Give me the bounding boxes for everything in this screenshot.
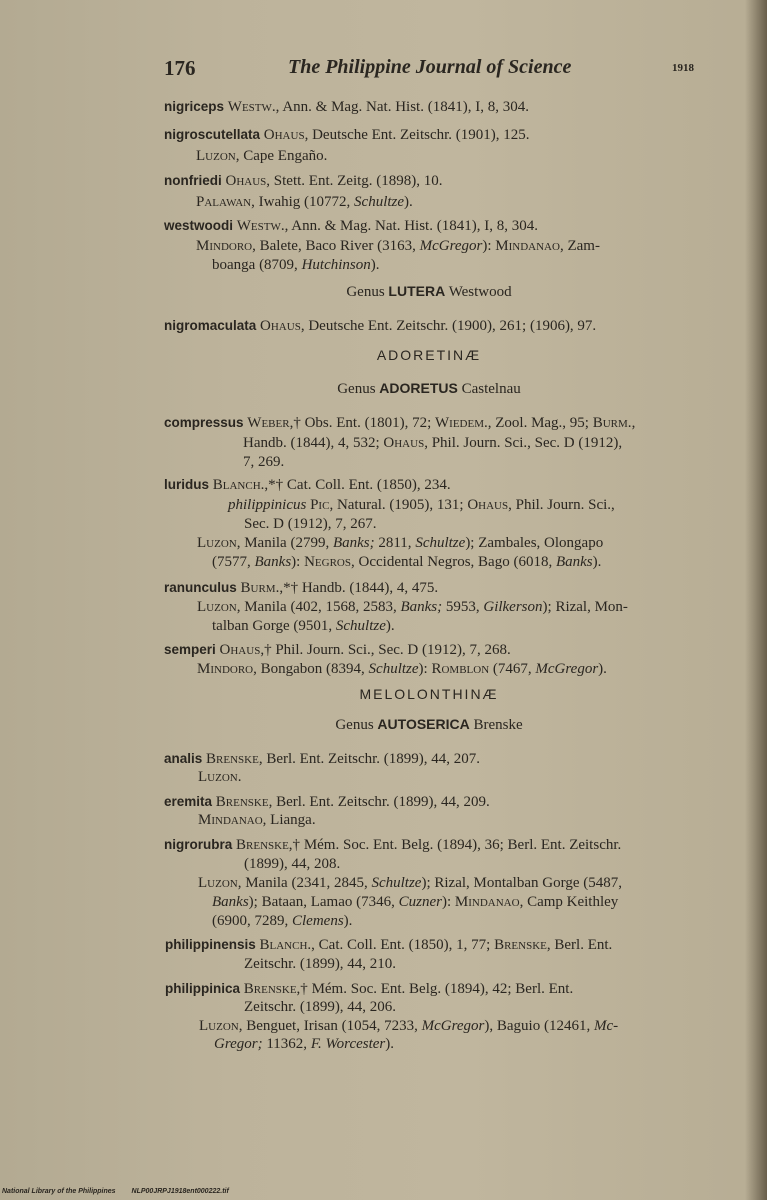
entry-nigriceps [164, 98, 529, 116]
collector-name: F. Worcester [310, 1036, 386, 1052]
species-name: nigroscutellata [164, 127, 261, 142]
author-name: Pic [310, 497, 330, 513]
synonym-line [228, 496, 615, 514]
genus-name: ADORETUS [379, 380, 458, 396]
locality-text: , Occidental Negros, Bago (6018, [351, 554, 556, 570]
locality-text: ); Bataan, Lamao (7346, [248, 894, 399, 910]
author-name: Blanch.,*† [212, 477, 284, 493]
species-name: analis [164, 751, 203, 766]
collector-name: McGregor [419, 238, 483, 254]
locality-line [198, 768, 241, 786]
scan-footer [2, 1188, 243, 1195]
species-name: philippinica [165, 981, 241, 996]
file-code: NLP00JRPJ1918ent000222.tif [131, 1188, 229, 1195]
reference: Obs. Ent. (1801), 72; [300, 415, 435, 431]
page-number: 176 [164, 56, 196, 80]
synonym-name: philippinicus [228, 497, 307, 513]
author-name: Burm.,*† [240, 580, 299, 596]
species-name: luridus [164, 477, 210, 492]
author-name: Ohaus [383, 435, 425, 451]
region-name: Luzon [198, 769, 238, 785]
locality-text: , Camp Keithley [519, 894, 619, 910]
reference: Mém. Soc. Ent. Belg. (1894), 42; Berl. Ent. [307, 981, 574, 997]
reference-continuation [244, 515, 376, 533]
genus-name: AUTOSERICA [377, 716, 470, 732]
reference: , Cat. Coll. Ent. (1850), 1, 77; [311, 937, 495, 953]
genus-label: Genus [335, 717, 374, 733]
locality-text: ): [482, 238, 496, 254]
locality-line [199, 1017, 618, 1035]
year: 1918 [672, 62, 694, 74]
species-name: philippinensis [165, 937, 256, 952]
author-name: Ohaus [467, 497, 509, 513]
species-name: eremita [164, 794, 213, 809]
reference: , Deutsche Ent. Zeitschr. (1901), 125. [304, 127, 530, 143]
subfamily-heading-adoretinae [164, 347, 694, 365]
species-name: nigriceps [164, 99, 225, 114]
author-name: Westw. [227, 99, 276, 115]
locality-line [212, 256, 379, 274]
reference-continuation [244, 998, 396, 1016]
locality-line [212, 893, 618, 911]
author-name: Brenske,† [236, 837, 301, 853]
locality-text: . [237, 769, 242, 785]
locality-text: , Manila (402, 1568, 2583, [236, 599, 401, 615]
collector-name: McGregor [535, 661, 599, 677]
locality-text: , Benguet, Irisan (1054, 7233, [238, 1018, 422, 1034]
locality-line [196, 193, 413, 211]
reference: Sec. D (1912), 7, 267. [244, 516, 377, 532]
reference: , Ann. & Mag. Nat. Hist. (1841), I, 8, 304. [275, 99, 529, 115]
locality-text: ): [291, 554, 305, 570]
reference: Mém. Soc. Ent. Belg. (1894), 36; Berl. Ent. Zeitschr. [300, 837, 622, 853]
genus-author: Brenske [473, 717, 523, 733]
genus-heading-lutera [164, 283, 694, 301]
locality-text: , Iwahig (10772, [251, 194, 355, 210]
entry-philippinica [165, 980, 573, 998]
author-name: Ohaus [225, 173, 267, 189]
reference-continuation [244, 855, 340, 873]
reference: , Stett. Ent. Zeitg. (1898), 10. [266, 173, 443, 189]
collector-name: Cuzner [398, 894, 442, 910]
collector-name: Clemens [292, 913, 344, 929]
entry-nigromaculata [164, 317, 596, 335]
locality-text: (6900, 7289, [212, 913, 292, 929]
genus-label: Genus [346, 284, 385, 300]
author-name: Brenske,† [243, 981, 308, 997]
genus-heading-adoretus [164, 380, 694, 398]
reference: , Deutsche Ent. Zeitschr. (1900), 261; (1906), 97. [300, 318, 597, 334]
locality-text: ): [418, 661, 432, 677]
region-name: Luzon [199, 1018, 239, 1034]
locality-line [212, 912, 352, 930]
locality-line [196, 147, 327, 165]
region-name: Luzon [197, 535, 237, 551]
genus-author: Castelnau [461, 381, 521, 397]
locality-text: talban Gorge (9501, [212, 618, 336, 634]
collector-name: Schultze [368, 661, 419, 677]
collector-name: Schultze [415, 535, 466, 551]
collector-name: Banks [254, 554, 292, 570]
running-header [164, 56, 694, 86]
entry-westwoodi [164, 217, 538, 235]
locality-text: ); Rizal, Mon- [542, 599, 628, 615]
reference: (1899), 44, 208. [244, 856, 341, 872]
reference-continuation [243, 434, 622, 452]
locality-line [212, 553, 601, 571]
entry-nonfriedi [164, 172, 443, 190]
reference: , Phil. Journ. Sci., [508, 497, 615, 513]
author-name: Ohaus,† [219, 642, 272, 658]
author-name: Brenske [215, 794, 269, 810]
species-name: nigrorubra [164, 837, 233, 852]
locality-text: , Manila (2341, 2845, [237, 875, 372, 891]
author-name: Burm. [592, 415, 632, 431]
locality-text: ); Zambales, Olongapo [465, 535, 604, 551]
library-credit: National Library of the Philippines [2, 1188, 116, 1195]
collector-name: Gregor; [214, 1036, 263, 1052]
locality-text: , Balete, Baco River (3163, [252, 238, 420, 254]
genus-heading-autoserica [164, 716, 694, 734]
author-name: Brenske [494, 937, 547, 953]
locality-text: ). [592, 554, 602, 570]
entry-nigrorubra [164, 836, 621, 854]
locality-text: 2811, [374, 535, 416, 551]
reference: , Berl. Ent. Zeitschr. (1899), 44, 209. [268, 794, 490, 810]
journal-title: The Philippine Journal of Science [288, 56, 572, 78]
entry-analis [164, 750, 480, 768]
locality-text: ). [598, 661, 607, 677]
locality-line [198, 874, 622, 892]
reference: , Ann. & Mag. Nat. Hist. (1841), I, 8, 304. [284, 218, 538, 234]
locality-line [197, 660, 607, 678]
region-name: Palawan [196, 194, 252, 210]
species-name: semperi [164, 642, 216, 657]
locality-line [197, 598, 628, 616]
locality-text: 11362, [262, 1036, 311, 1052]
entry-semperi [164, 641, 511, 659]
reference: Cat. Coll. Ent. (1850), 234. [283, 477, 451, 493]
collector-name: McGregor [421, 1018, 485, 1034]
entry-compressus [164, 414, 635, 432]
entry-ranunculus [164, 579, 438, 597]
author-name: Blanch. [259, 937, 312, 953]
reference-continuation [244, 955, 396, 973]
locality-text: , Manila (2799, [236, 535, 333, 551]
region-name: Mindanao [198, 812, 263, 828]
locality-text: (7467, [489, 661, 536, 677]
page-edge-shadow [745, 0, 767, 1200]
collector-name: Banks [212, 894, 249, 910]
entry-philippinensis [165, 936, 612, 954]
species-name: nonfriedi [164, 173, 222, 188]
region-name: Romblon [431, 661, 490, 677]
collector-name: Schultze [354, 194, 405, 210]
locality-text: boanga (8709, [212, 257, 302, 273]
locality-text: , Cape Engaño. [235, 148, 328, 164]
locality-text: 5953, [442, 599, 484, 615]
locality-line [196, 237, 600, 255]
region-name: Luzon [197, 599, 237, 615]
locality-line [197, 534, 603, 552]
locality-line [214, 1035, 394, 1053]
author-name: Wiedem. [435, 415, 488, 431]
locality-line [212, 617, 395, 635]
species-name: westwoodi [164, 218, 234, 233]
reference: 7, 269. [243, 454, 285, 470]
genus-author: Westwood [448, 284, 512, 300]
genus-label: Genus [337, 381, 376, 397]
collector-name: Banks [555, 554, 593, 570]
region-name: Mindanao [454, 894, 520, 910]
reference: , [631, 415, 636, 431]
author-name: Westw. [236, 218, 285, 234]
locality-text: ). [385, 618, 395, 634]
locality-text: (7577, [212, 554, 255, 570]
author-name: Weber,† [247, 415, 301, 431]
reference: Handb. (1844), 4, 532; [243, 435, 384, 451]
species-name: compressus [164, 415, 244, 430]
author-name: Brenske [206, 751, 259, 767]
collector-name: Banks; [400, 599, 443, 615]
locality-text: ). [404, 194, 413, 210]
locality-text: , Bongabon (8394, [253, 661, 369, 677]
entry-eremita [164, 793, 490, 811]
region-name: Negros [304, 554, 351, 570]
collector-name: Hutchinson [301, 257, 371, 273]
collector-name: Gilkerson [483, 599, 543, 615]
locality-text: , Zam- [559, 238, 600, 254]
reference: Phil. Journ. Sci., Sec. D (1912), 7, 268. [271, 642, 511, 658]
reference: , Berl. Ent. [546, 937, 613, 953]
author-name: Ohaus [263, 127, 305, 143]
reference: Handb. (1844), 4, 475. [298, 580, 439, 596]
entry-luridus [164, 476, 451, 494]
collector-name: Schultze [335, 618, 386, 634]
reference: , Natural. (1905), 131; [329, 497, 468, 513]
locality-text: , Lianga. [262, 812, 316, 828]
species-name: nigromaculata [164, 318, 257, 333]
locality-text: ). [370, 257, 380, 273]
reference-continuation [243, 453, 284, 471]
subfamily-name: ADORETINÆ [376, 347, 482, 363]
author-name: Ohaus [260, 318, 301, 334]
reference: , Zool. Mag., 95; [487, 415, 593, 431]
reference: Zeitschr. (1899), 44, 206. [244, 999, 397, 1015]
region-name: Mindoro [197, 661, 254, 677]
region-name: Luzon [198, 875, 238, 891]
locality-text: ): [441, 894, 455, 910]
collector-name: Schultze [371, 875, 422, 891]
locality-text: ). [343, 913, 353, 929]
entry-nigroscutellata [164, 126, 530, 144]
collector-name: Mc- [593, 1018, 619, 1034]
species-name: ranunculus [164, 580, 237, 595]
collector-name: Banks; [332, 535, 375, 551]
region-name: Mindoro [196, 238, 253, 254]
reference: , Phil. Journ. Sci., Sec. D (1912), [424, 435, 623, 451]
region-name: Luzon [196, 148, 236, 164]
locality-text: ). [385, 1036, 395, 1052]
subfamily-heading-melolonthinae [164, 686, 694, 704]
locality-line [198, 811, 316, 829]
reference: , Berl. Ent. Zeitschr. (1899), 44, 207. [258, 751, 481, 767]
locality-text: ), Baguio (12461, [484, 1018, 594, 1034]
subfamily-name: MELOLONTHINÆ [359, 686, 499, 702]
locality-text: ); Rizal, Montalban Gorge (5487, [421, 875, 622, 891]
region-name: Mindanao [495, 238, 560, 254]
genus-name: LUTERA [388, 283, 446, 299]
reference: Zeitschr. (1899), 44, 210. [244, 956, 397, 972]
